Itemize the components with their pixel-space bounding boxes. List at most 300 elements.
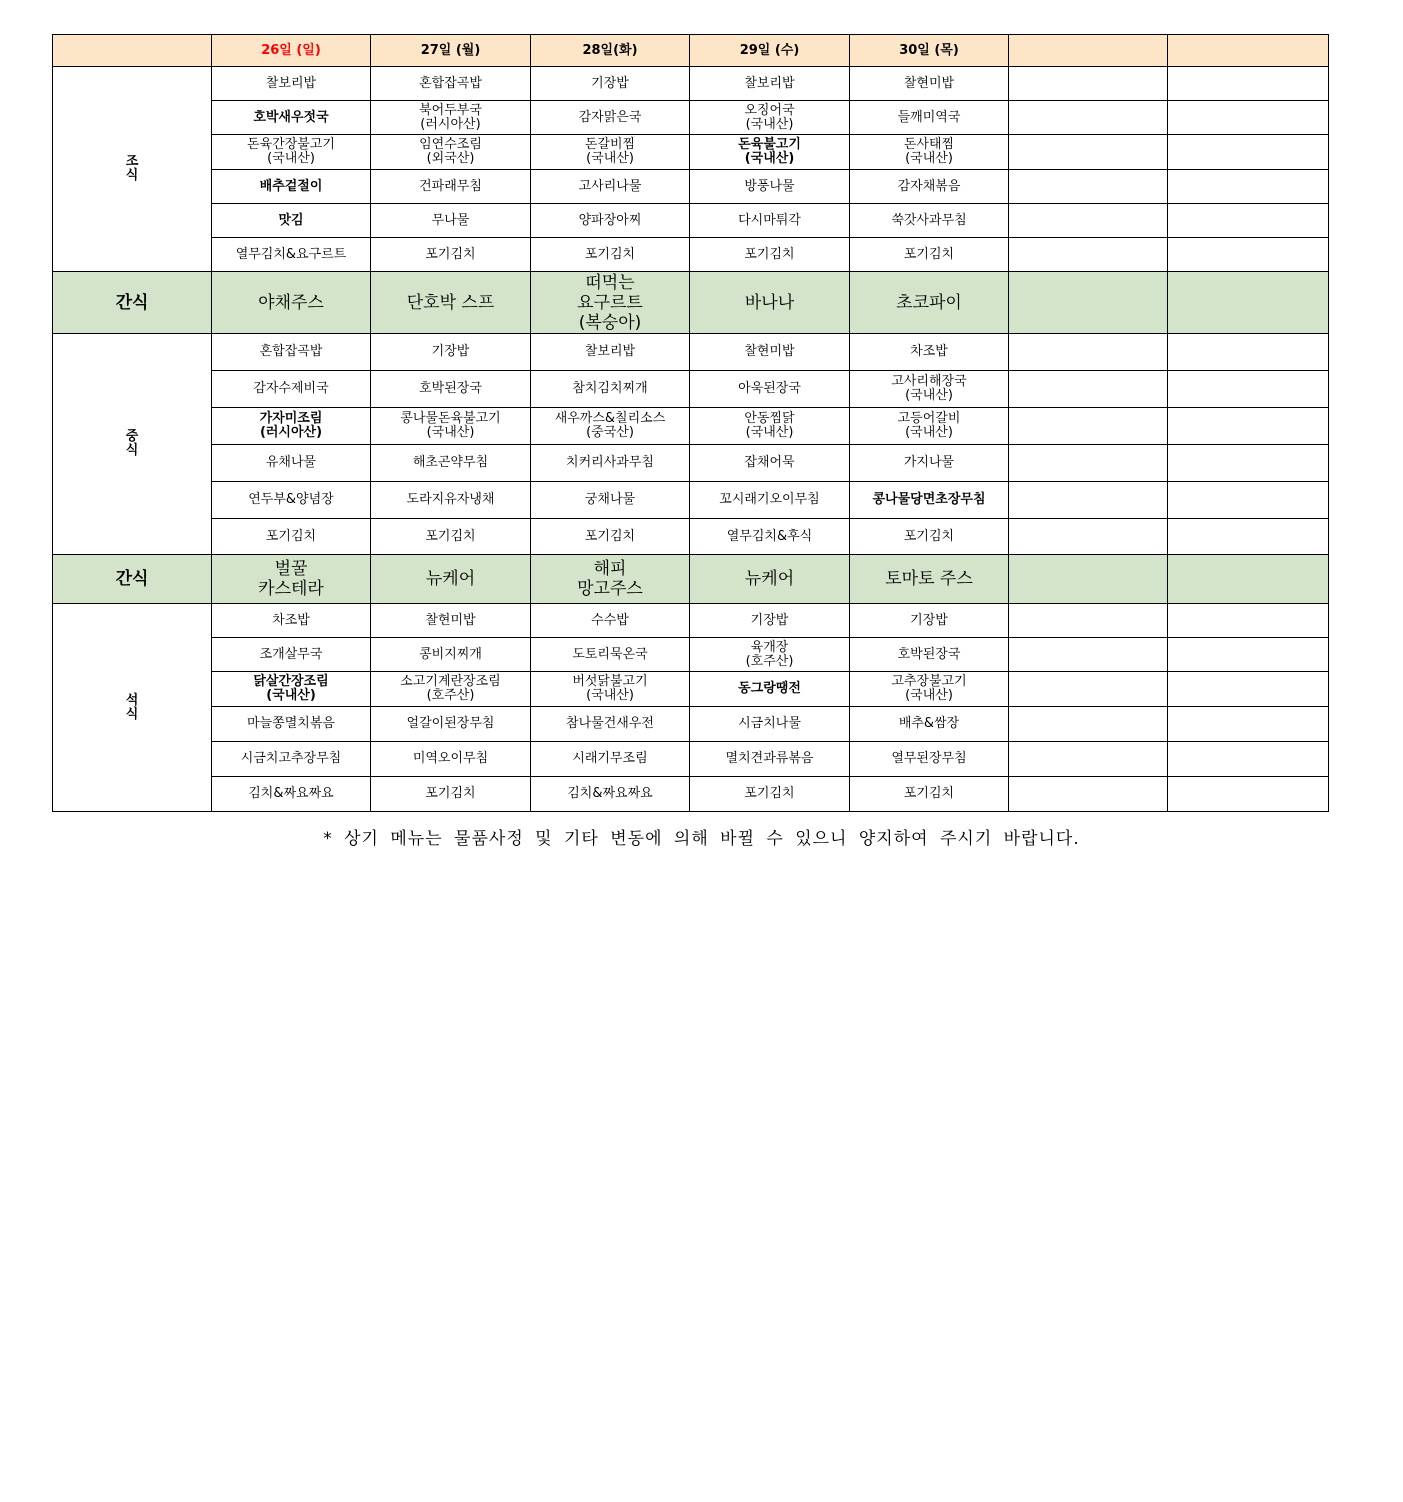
menu-item <box>690 334 850 371</box>
origin-note: (국내산) <box>266 688 316 703</box>
dish-name: 포기김치 <box>584 246 636 262</box>
breakfast-label-top: 조 <box>125 154 139 169</box>
menu-item <box>531 135 690 170</box>
menu-item <box>371 334 531 371</box>
dish-name: 열무김치&후식 <box>726 528 813 544</box>
dish-name: 동그랑땡전 <box>738 681 801 696</box>
dish-name: 돈갈비찜 <box>584 137 636 152</box>
dish-name: 포기김치 <box>425 786 476 801</box>
lunch-label <box>53 334 212 555</box>
empty-cell <box>1168 135 1329 170</box>
dish-name: 잡채어묵 <box>744 455 795 470</box>
dinner-row <box>53 707 1329 742</box>
dish-name: 다시마튀각 <box>738 212 801 228</box>
empty-cell <box>1168 408 1329 445</box>
menu-item <box>850 67 1009 101</box>
empty-cell <box>1168 742 1329 777</box>
menu-item <box>371 371 531 408</box>
menu-item <box>212 170 371 204</box>
snack-line: 해피 <box>593 559 627 579</box>
dinner-label <box>53 604 212 812</box>
empty-cell <box>1009 238 1168 272</box>
dish-name: 고등어갈비 <box>897 411 961 426</box>
dish-name: 궁채나물 <box>584 492 636 507</box>
menu-item <box>690 742 850 777</box>
dish-name: 포기김치 <box>425 528 476 544</box>
menu-item <box>690 170 850 204</box>
origin-note: (국내산) <box>905 388 953 403</box>
empty-cell <box>1009 408 1168 445</box>
menu-item <box>212 135 371 170</box>
dish-name: 멸치견과류볶음 <box>725 751 814 766</box>
dish-name: 육개장 <box>750 639 789 655</box>
menu-item <box>212 519 371 555</box>
menu-item <box>531 519 690 555</box>
origin-note: (호주산) <box>745 653 794 669</box>
day-header: 28일(화) <box>531 35 690 67</box>
menu-item <box>371 445 531 482</box>
origin-note: (러시아산) <box>259 425 323 440</box>
dish-name: 포기김치 <box>265 528 317 544</box>
lunch-row <box>53 445 1329 482</box>
lunch-row <box>53 519 1329 555</box>
empty-cell <box>1168 482 1329 519</box>
menu-item <box>850 101 1009 135</box>
dish-name: 새우까스&칠리소스 <box>554 411 666 426</box>
dish-name: 버섯닭불고기 <box>572 674 648 689</box>
menu-item <box>690 238 850 272</box>
menu-item <box>212 204 371 238</box>
snack-item <box>850 272 1009 334</box>
snack-item <box>531 272 690 334</box>
dish-name: 소고기계란장조림 <box>400 674 501 689</box>
dish-name: 무나물 <box>431 212 470 228</box>
menu-item <box>212 707 371 742</box>
origin-note: (호주산) <box>426 688 475 703</box>
snack-item <box>531 555 690 604</box>
dish-name: 혼합잡곡밥 <box>419 75 482 91</box>
menu-item <box>371 408 531 445</box>
origin-note: (국내산) <box>586 151 634 166</box>
menu-item <box>690 777 850 812</box>
dish-name: 도토리묵온국 <box>572 646 648 662</box>
dish-name: 수수밥 <box>591 612 629 628</box>
dish-name: 감자수제비국 <box>253 381 329 396</box>
dish-name: 호박새우젓국 <box>253 109 329 125</box>
dish-name: 고추장불고기 <box>891 674 967 689</box>
dish-name: 감자채볶음 <box>897 178 961 194</box>
empty-cell <box>1009 707 1168 742</box>
empty-cell <box>1009 272 1168 334</box>
lunch-row <box>53 371 1329 408</box>
dish-name: 배추겉절이 <box>259 178 323 194</box>
dish-name: 얼갈이된장무침 <box>406 716 495 731</box>
empty-cell <box>1009 170 1168 204</box>
menu-item <box>850 408 1009 445</box>
menu-item <box>212 777 371 812</box>
snack-line: 단호박 스프 <box>406 292 495 313</box>
dish-name: 고사리해장국 <box>891 374 967 389</box>
dish-name: 참치김치찌개 <box>572 381 648 396</box>
dish-name: 찰보리밥 <box>744 75 795 91</box>
dish-name: 열무된장무침 <box>891 751 967 766</box>
snack-line: (복숭아) <box>578 312 642 333</box>
menu-item <box>850 672 1009 707</box>
empty-cell <box>1009 204 1168 238</box>
menu-item <box>690 707 850 742</box>
menu-item <box>212 672 371 707</box>
dish-name: 기장밥 <box>750 612 789 628</box>
lunch-row <box>53 334 1329 371</box>
empty-cell <box>1009 67 1168 101</box>
snack-line: 뉴케어 <box>425 569 476 589</box>
menu-item <box>212 67 371 101</box>
empty-cell <box>1168 272 1329 334</box>
dinner-row <box>53 777 1329 812</box>
dish-name: 고사리나물 <box>578 178 642 194</box>
menu-item <box>690 672 850 707</box>
empty-cell <box>1168 371 1329 408</box>
menu-item <box>371 638 531 672</box>
dish-name: 아욱된장국 <box>738 381 801 396</box>
dinner-row <box>53 638 1329 672</box>
menu-item <box>690 638 850 672</box>
menu-item <box>371 170 531 204</box>
snack-item <box>371 272 531 334</box>
menu-item <box>850 170 1009 204</box>
dish-name: 건파래무침 <box>419 178 482 194</box>
dinner-label-top: 석 <box>125 692 139 708</box>
dish-name: 미역오이무침 <box>412 751 489 766</box>
header-corner <box>53 35 212 67</box>
breakfast-row <box>53 135 1329 170</box>
menu-item <box>690 135 850 170</box>
breakfast-row <box>53 170 1329 204</box>
menu-item <box>371 238 531 272</box>
dish-name: 포기김치 <box>903 528 955 544</box>
dish-name: 호박된장국 <box>419 381 482 396</box>
dish-name: 방풍나물 <box>744 178 795 194</box>
menu-item <box>690 604 850 638</box>
empty-cell <box>1009 638 1168 672</box>
menu-item <box>531 67 690 101</box>
origin-note: (국내산) <box>426 425 475 440</box>
dinner-row <box>53 742 1329 777</box>
dish-name: 찰현미밥 <box>903 75 955 91</box>
dish-name: 시래기무조림 <box>572 751 648 766</box>
dish-name: 치커리사과무침 <box>566 455 654 470</box>
lunch-label-top: 중 <box>125 429 139 444</box>
dish-name: 찰보리밥 <box>584 344 636 359</box>
empty-cell <box>1168 101 1329 135</box>
menu-item <box>690 371 850 408</box>
empty-cell <box>1009 777 1168 812</box>
menu-item <box>850 135 1009 170</box>
dinner-row <box>53 604 1329 638</box>
empty-cell <box>1009 519 1168 555</box>
dish-name: 감자맑은국 <box>578 109 642 125</box>
menu-item <box>212 238 371 272</box>
snack-item <box>690 555 850 604</box>
dinner-label-bottom: 식 <box>125 706 139 722</box>
empty-cell <box>1168 67 1329 101</box>
snack-label: 간식 <box>53 555 212 604</box>
dish-name: 들깨미역국 <box>897 109 961 125</box>
dish-name: 열무김치&요구르트 <box>235 246 347 262</box>
dish-name: 포기김치 <box>903 246 955 262</box>
menu-item <box>371 519 531 555</box>
menu-item <box>850 604 1009 638</box>
menu-item <box>850 445 1009 482</box>
dish-name: 혼합잡곡밥 <box>259 344 323 359</box>
menu-item <box>690 204 850 238</box>
origin-note: (외국산) <box>426 151 475 166</box>
dish-name: 포기김치 <box>903 786 955 801</box>
dish-name: 포기김치 <box>744 786 795 801</box>
snack-item <box>371 555 531 604</box>
origin-note: (국내산) <box>744 151 795 166</box>
day-header <box>1009 35 1168 67</box>
menu-item <box>850 707 1009 742</box>
menu-item <box>212 482 371 519</box>
menu-item <box>690 67 850 101</box>
menu-item <box>850 742 1009 777</box>
menu-item <box>531 101 690 135</box>
menu-item <box>850 638 1009 672</box>
empty-cell <box>1009 101 1168 135</box>
dish-name: 콩비지찌개 <box>419 646 482 662</box>
dish-name: 김치&짜요짜요 <box>567 786 653 801</box>
day-header: 27일 (월) <box>371 35 531 67</box>
menu-item <box>531 238 690 272</box>
snack-line: 카스테라 <box>258 579 324 599</box>
menu-item <box>371 672 531 707</box>
menu-item <box>371 707 531 742</box>
empty-cell <box>1168 777 1329 812</box>
empty-cell <box>1168 445 1329 482</box>
snack-row <box>53 272 1329 334</box>
weekly-menu-table <box>52 34 1329 812</box>
dish-name: 임연수조림 <box>419 137 482 152</box>
dish-name: 해초곤약무침 <box>412 455 489 470</box>
dish-name: 콩나물돈육불고기 <box>400 411 501 426</box>
menu-item <box>531 672 690 707</box>
menu-item <box>531 742 690 777</box>
dish-name: 북어두부국 <box>419 102 482 118</box>
dish-name: 포기김치 <box>425 246 476 262</box>
dish-name: 기장밥 <box>431 344 470 359</box>
menu-item <box>371 777 531 812</box>
menu-item <box>690 482 850 519</box>
dish-name: 찰현미밥 <box>425 612 476 628</box>
dish-name: 연두부&양념장 <box>248 492 334 507</box>
origin-note: (국내산) <box>586 688 634 703</box>
menu-item <box>531 638 690 672</box>
day-header: 26일 (일) <box>212 35 371 67</box>
dish-name: 닭살간장조림 <box>253 674 329 689</box>
dish-name: 가자미조림 <box>259 411 323 426</box>
empty-cell <box>1009 334 1168 371</box>
empty-cell <box>1009 742 1168 777</box>
menu-item <box>531 371 690 408</box>
snack-line: 벌꿀 <box>274 559 308 579</box>
snack-line: 야채주스 <box>258 292 324 313</box>
menu-item <box>371 101 531 135</box>
lunch-row <box>53 408 1329 445</box>
snack-line: 떠먹는 <box>585 272 635 293</box>
snack-line: 망고주스 <box>577 579 643 599</box>
menu-item <box>531 777 690 812</box>
snack-line: 요구르트 <box>577 292 643 313</box>
breakfast-row <box>53 101 1329 135</box>
empty-cell <box>1168 555 1329 604</box>
dish-name: 기장밥 <box>591 75 629 91</box>
empty-cell <box>1168 519 1329 555</box>
dish-name: 찰보리밥 <box>265 75 317 91</box>
menu-item <box>212 742 371 777</box>
dish-name: 양파장아찌 <box>578 212 642 228</box>
dish-name: 시금치고추장무침 <box>240 751 342 766</box>
menu-item <box>212 334 371 371</box>
dish-name: 기장밥 <box>910 612 948 628</box>
empty-cell <box>1168 672 1329 707</box>
menu-item <box>531 204 690 238</box>
menu-item <box>531 707 690 742</box>
snack-line: 뉴케어 <box>744 569 795 589</box>
snack-item <box>212 272 371 334</box>
breakfast-row <box>53 238 1329 272</box>
dish-name: 맛김 <box>278 212 304 228</box>
menu-item <box>531 604 690 638</box>
menu-item <box>850 238 1009 272</box>
empty-cell <box>1009 135 1168 170</box>
breakfast-label <box>53 67 212 272</box>
dish-name: 차조밥 <box>272 612 310 628</box>
snack-line: 초코파이 <box>896 292 962 313</box>
empty-cell <box>1009 445 1168 482</box>
dish-name: 호박된장국 <box>897 646 961 662</box>
dish-name: 찰현미밥 <box>744 344 795 359</box>
menu-item <box>212 604 371 638</box>
snack-item <box>690 272 850 334</box>
menu-item <box>690 408 850 445</box>
menu-item <box>212 101 371 135</box>
empty-cell <box>1168 638 1329 672</box>
snack-item <box>850 555 1009 604</box>
menu-item <box>531 334 690 371</box>
menu-notice: * 상기 메뉴는 물품사정 및 기타 변동에 의해 바뀔 수 있으니 양지하여 주시기 바랍니다. <box>323 829 1080 849</box>
empty-cell <box>1009 482 1168 519</box>
origin-note: (국내산) <box>745 116 794 132</box>
menu-item <box>371 742 531 777</box>
origin-note: (러시아산) <box>420 116 481 132</box>
menu-item <box>531 482 690 519</box>
menu-item <box>371 482 531 519</box>
empty-cell <box>1168 238 1329 272</box>
dish-name: 조개살무국 <box>259 646 323 662</box>
dish-name: 쑥갓사과무침 <box>891 212 967 228</box>
dish-name: 유채나물 <box>265 455 317 470</box>
snack-item <box>212 555 371 604</box>
menu-item <box>371 135 531 170</box>
snack-label: 간식 <box>53 272 212 334</box>
origin-note: (국내산) <box>745 425 794 440</box>
menu-item <box>690 519 850 555</box>
menu-item <box>531 408 690 445</box>
origin-note: (국내산) <box>267 151 315 166</box>
dish-name: 포기김치 <box>584 528 636 544</box>
menu-item <box>850 204 1009 238</box>
dish-name: 배추&쌈장 <box>898 716 960 731</box>
empty-cell <box>1168 204 1329 238</box>
dinner-row <box>53 672 1329 707</box>
origin-note: (중국산) <box>586 425 634 440</box>
dish-name: 돈육불고기 <box>738 137 801 152</box>
snack-line: 토마토 주스 <box>885 569 973 589</box>
empty-cell <box>1168 604 1329 638</box>
origin-note: (국내산) <box>905 425 953 440</box>
menu-item <box>212 408 371 445</box>
dish-name: 참나물건새우전 <box>566 716 654 731</box>
dish-name: 시금치나물 <box>738 716 801 731</box>
dish-name: 가지나물 <box>903 455 955 470</box>
dish-name: 차조밥 <box>910 344 948 359</box>
menu-item <box>850 777 1009 812</box>
dish-name: 오징어국 <box>744 102 795 118</box>
snack-line: 바나나 <box>744 292 795 313</box>
empty-cell <box>1168 170 1329 204</box>
dish-name: 포기김치 <box>744 246 795 262</box>
menu-item <box>690 101 850 135</box>
menu-item <box>212 371 371 408</box>
snack-row <box>53 555 1329 604</box>
menu-item <box>371 204 531 238</box>
dish-name: 안동찜닭 <box>744 411 795 426</box>
empty-cell <box>1009 371 1168 408</box>
menu-item <box>850 519 1009 555</box>
breakfast-row <box>53 204 1329 238</box>
origin-note: (국내산) <box>905 151 953 166</box>
menu-item <box>690 445 850 482</box>
breakfast-label-bottom: 식 <box>125 168 139 183</box>
menu-item <box>531 170 690 204</box>
empty-cell <box>1009 555 1168 604</box>
empty-cell <box>1009 604 1168 638</box>
dish-name: 도라지유자냉채 <box>406 492 495 507</box>
dish-name: 돈육간장불고기 <box>247 137 335 152</box>
menu-item <box>371 604 531 638</box>
menu-item <box>212 445 371 482</box>
menu-item <box>371 67 531 101</box>
empty-cell <box>1168 707 1329 742</box>
breakfast-row <box>53 67 1329 101</box>
menu-item <box>531 445 690 482</box>
dish-name: 콩나물당면초장무침 <box>872 492 986 507</box>
origin-note: (국내산) <box>905 688 953 703</box>
lunch-row <box>53 482 1329 519</box>
empty-cell <box>1009 672 1168 707</box>
menu-item <box>850 334 1009 371</box>
dish-name: 꼬시래기오이무침 <box>719 492 820 507</box>
dish-name: 김치&짜요짜요 <box>248 786 334 801</box>
menu-item <box>850 371 1009 408</box>
header-row <box>53 35 1329 67</box>
empty-cell <box>1168 334 1329 371</box>
lunch-label-bottom: 식 <box>125 443 139 458</box>
day-header: 29일 (수) <box>690 35 850 67</box>
menu-item <box>850 482 1009 519</box>
dish-name: 마늘쫑멸치볶음 <box>247 716 335 731</box>
